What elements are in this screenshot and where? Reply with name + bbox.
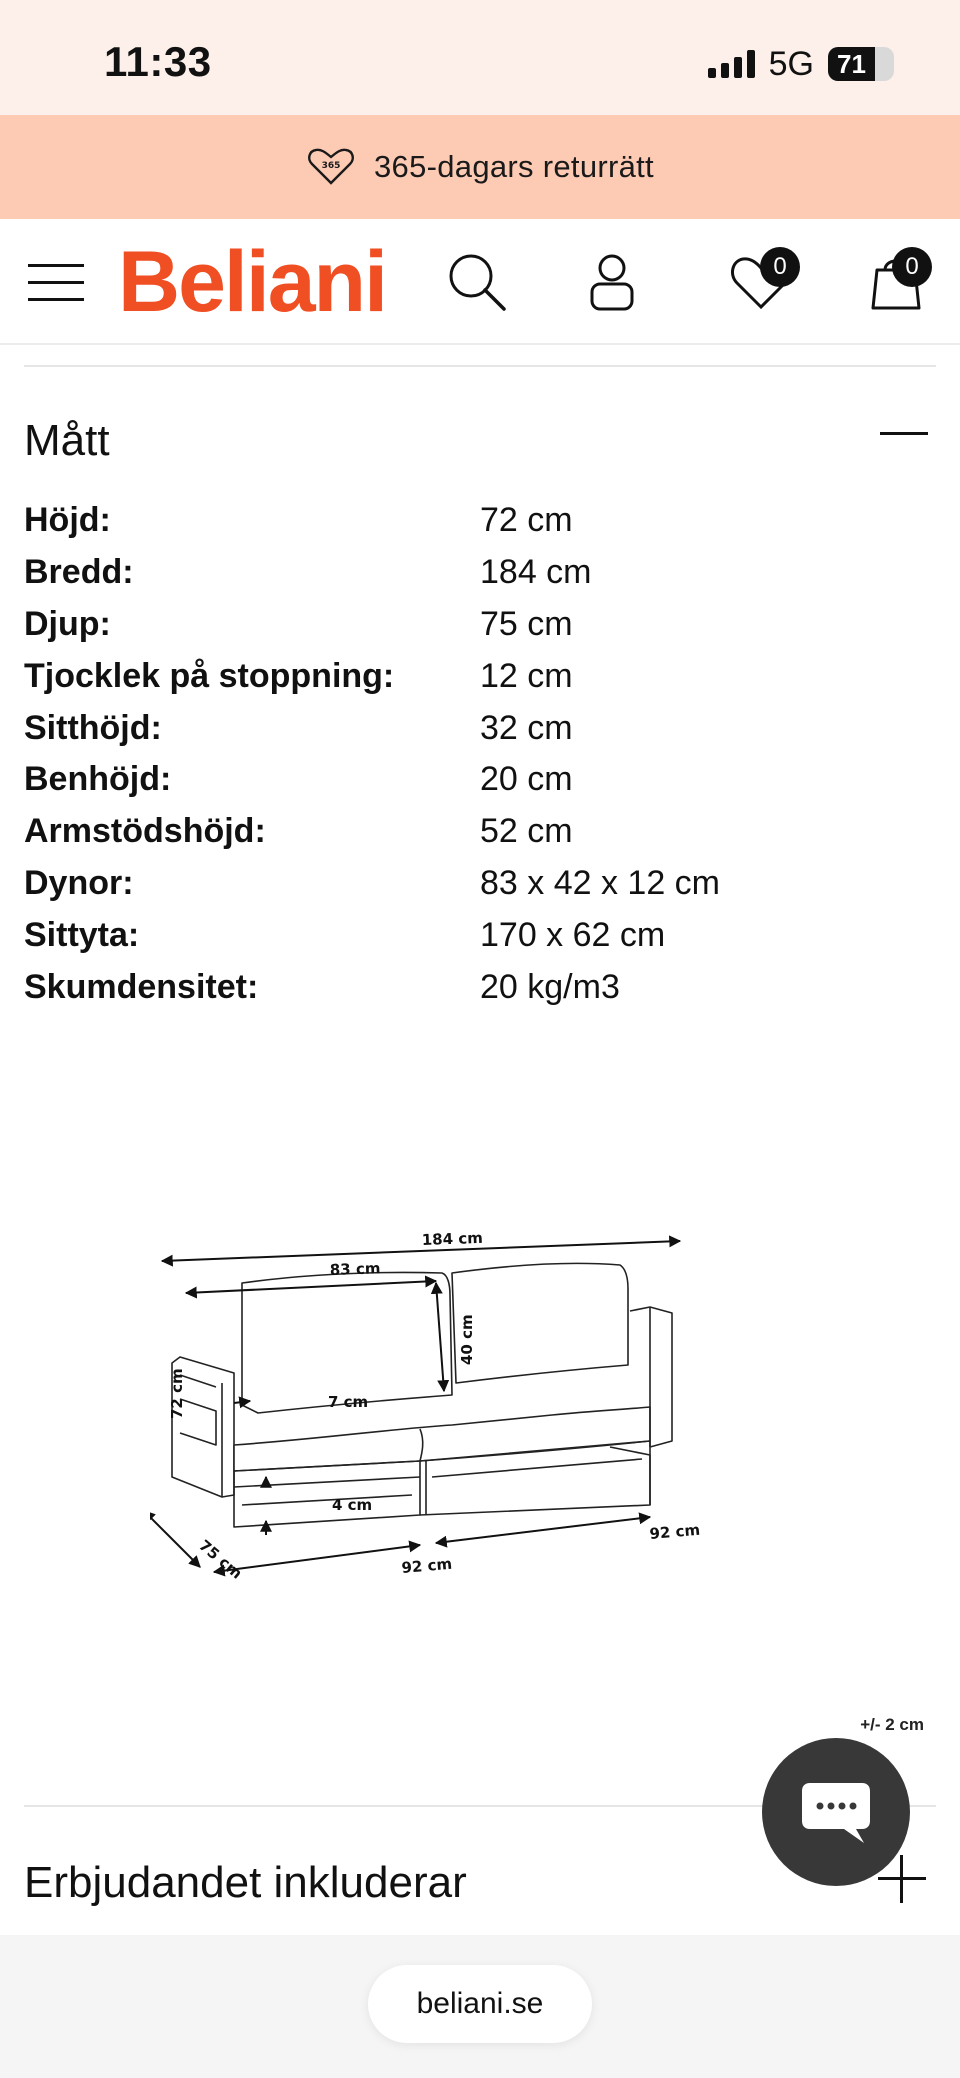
spec-row bbox=[24, 858, 924, 910]
arm-width-label: 7 cm bbox=[328, 1393, 369, 1411]
account-button[interactable] bbox=[580, 219, 644, 345]
wishlist-count-badge: 0 bbox=[760, 247, 800, 287]
spec-label: Skumdensitet: bbox=[24, 967, 259, 1006]
collapse-minus-icon[interactable] bbox=[880, 432, 928, 435]
cart-count-badge: 0 bbox=[892, 247, 932, 287]
spec-label: Höjd: bbox=[24, 501, 111, 540]
battery-icon bbox=[828, 47, 894, 81]
spec-row bbox=[24, 495, 924, 547]
promo-bar[interactable] bbox=[0, 115, 960, 219]
wishlist-button[interactable] bbox=[716, 219, 806, 345]
spec-row bbox=[24, 909, 924, 961]
user-icon bbox=[589, 252, 635, 312]
spec-label: Dynor: bbox=[24, 863, 134, 902]
spec-label: Sitthöjd: bbox=[24, 708, 162, 747]
depth-dimension-line bbox=[150, 1511, 200, 1567]
promo-text: 365-dagars returrätt bbox=[374, 149, 654, 184]
spec-value: 75 cm bbox=[480, 604, 573, 643]
site-header bbox=[0, 219, 960, 345]
spec-label: Sittyta: bbox=[24, 915, 140, 954]
chat-bubble-icon bbox=[800, 1779, 872, 1845]
spec-label: Tjocklek på stoppning: bbox=[24, 656, 395, 695]
right-section-label: 92 cm bbox=[648, 1520, 701, 1543]
network-type: 5G bbox=[768, 44, 814, 83]
status-time: 11:33 bbox=[104, 38, 212, 85]
right-section-line bbox=[436, 1517, 650, 1543]
heart-365-icon bbox=[306, 147, 356, 187]
beliani-logo: Beliani bbox=[118, 233, 386, 330]
menu-button[interactable] bbox=[18, 219, 94, 345]
spec-row bbox=[24, 650, 924, 702]
spec-label: Djup: bbox=[24, 604, 111, 643]
dimensions-table bbox=[24, 495, 924, 1013]
search-button[interactable] bbox=[440, 219, 514, 345]
cushion-width-label: 83 cm bbox=[329, 1259, 381, 1279]
spec-row bbox=[24, 754, 924, 806]
cart-button[interactable] bbox=[856, 219, 936, 345]
spec-row bbox=[24, 599, 924, 651]
svg-text:365: 365 bbox=[321, 161, 341, 171]
dimensions-title[interactable]: Mått bbox=[24, 416, 110, 465]
height-label: 72 cm bbox=[168, 1368, 186, 1419]
hamburger-menu-icon bbox=[26, 260, 86, 304]
spec-row bbox=[24, 702, 924, 754]
spec-value: 20 cm bbox=[480, 760, 573, 799]
spec-value: 20 kg/m3 bbox=[480, 967, 620, 1006]
spec-row bbox=[24, 547, 924, 599]
spec-value: 72 cm bbox=[480, 501, 573, 540]
depth-label: 75 cm bbox=[195, 1536, 246, 1583]
cushion-height-label: 40 cm bbox=[458, 1314, 476, 1365]
spec-value: 52 cm bbox=[480, 812, 573, 851]
spec-value: 170 x 62 cm bbox=[480, 915, 666, 954]
sofa-dimension-diagram bbox=[150, 1215, 810, 1595]
spec-value: 12 cm bbox=[480, 656, 573, 695]
spec-value: 83 x 42 x 12 cm bbox=[480, 863, 721, 902]
search-icon bbox=[446, 251, 508, 313]
tolerance-label: +/- 2 cm bbox=[860, 1715, 924, 1734]
offer-title[interactable]: Erbjudandet inkluderar bbox=[24, 1858, 467, 1907]
spec-value: 32 cm bbox=[480, 708, 573, 747]
chat-button[interactable] bbox=[762, 1738, 910, 1886]
spec-label: Benhöjd: bbox=[24, 760, 172, 799]
width-label: 184 cm bbox=[421, 1228, 484, 1249]
signal-icon bbox=[708, 50, 755, 78]
battery-level: 71 bbox=[837, 49, 866, 79]
url-bar[interactable]: beliani.se bbox=[368, 1965, 592, 2043]
spec-label: Armstödshöjd: bbox=[24, 812, 266, 851]
status-bar bbox=[0, 0, 960, 115]
left-section-label: 92 cm bbox=[400, 1554, 453, 1577]
spec-value: 184 cm bbox=[480, 553, 592, 592]
spec-row bbox=[24, 961, 924, 1013]
status-indicators bbox=[708, 44, 894, 84]
section-divider bbox=[24, 365, 936, 367]
spec-row bbox=[24, 806, 924, 858]
spec-label: Bredd: bbox=[24, 553, 134, 592]
gap-label: 4 cm bbox=[332, 1496, 373, 1514]
logo-link[interactable] bbox=[116, 219, 388, 345]
